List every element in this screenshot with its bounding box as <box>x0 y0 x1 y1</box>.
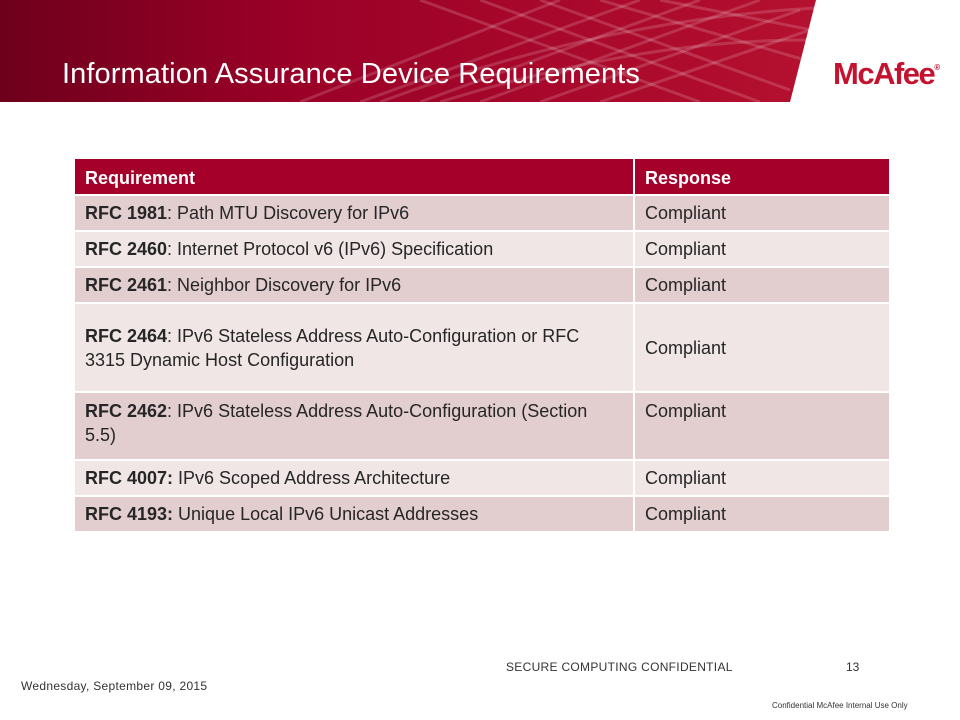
response-cell: Compliant <box>634 460 890 496</box>
requirements-table <box>73 157 891 533</box>
table-row <box>74 496 890 532</box>
slide-title: Information Assurance Device Requirements <box>62 58 640 90</box>
table-row <box>74 392 890 460</box>
requirement-cell <box>74 460 634 496</box>
table-row <box>74 460 890 496</box>
response-cell: Compliant <box>634 267 890 303</box>
registered-mark: ® <box>934 63 941 72</box>
logo-text: McAfee <box>833 56 935 91</box>
table-row <box>74 231 890 267</box>
response-cell: Compliant <box>634 496 890 532</box>
table-header-row <box>74 158 890 195</box>
rfc-number: RFC 4193: <box>85 504 174 524</box>
rfc-description: : IPv6 Stateless Address Auto-Configuration (Section 5.5) <box>85 401 588 445</box>
table-row <box>74 267 890 303</box>
requirement-cell <box>74 392 634 460</box>
rfc-number: RFC 2464 <box>85 325 168 346</box>
requirement-cell <box>74 195 634 231</box>
mcafee-logo <box>833 56 940 92</box>
rfc-description: : IPv6 Stateless Address Auto-Configuration or RFC 3315 Dynamic Host Configuration <box>85 325 580 370</box>
header-response: Response <box>634 158 890 195</box>
rfc-number: RFC 2461 <box>85 275 168 295</box>
table-row <box>74 303 890 392</box>
requirement-cell <box>74 303 634 392</box>
rfc-number: RFC 2462 <box>85 401 168 421</box>
requirement-cell <box>74 496 634 532</box>
page-number: 13 <box>846 660 860 674</box>
response-cell: Compliant <box>634 392 890 460</box>
header-requirement: Requirement <box>74 158 634 195</box>
footer-internal-use: Confidential McAfee Internal Use Only <box>772 701 908 710</box>
footer-date: Wednesday, September 09, 2015 <box>21 679 208 693</box>
rfc-description: : Path MTU Discovery for IPv6 <box>167 203 410 223</box>
rfc-description: : Internet Protocol v6 (IPv6) Specification <box>167 239 494 259</box>
rfc-number: RFC 2460 <box>85 239 168 259</box>
footer-confidential: SECURE COMPUTING CONFIDENTIAL <box>506 660 733 674</box>
rfc-description: IPv6 Scoped Address Architecture <box>173 468 451 488</box>
requirement-cell <box>74 231 634 267</box>
rfc-number: RFC 1981 <box>85 203 168 223</box>
rfc-number: RFC 4007: <box>85 468 174 488</box>
requirement-cell <box>74 267 634 303</box>
response-cell: Compliant <box>634 231 890 267</box>
rfc-description: : Neighbor Discovery for IPv6 <box>167 275 402 295</box>
response-cell: Compliant <box>634 195 890 231</box>
table-row <box>74 195 890 231</box>
response-cell: Compliant <box>634 303 890 392</box>
title-banner <box>0 0 960 102</box>
rfc-description: Unique Local IPv6 Unicast Addresses <box>173 504 479 524</box>
